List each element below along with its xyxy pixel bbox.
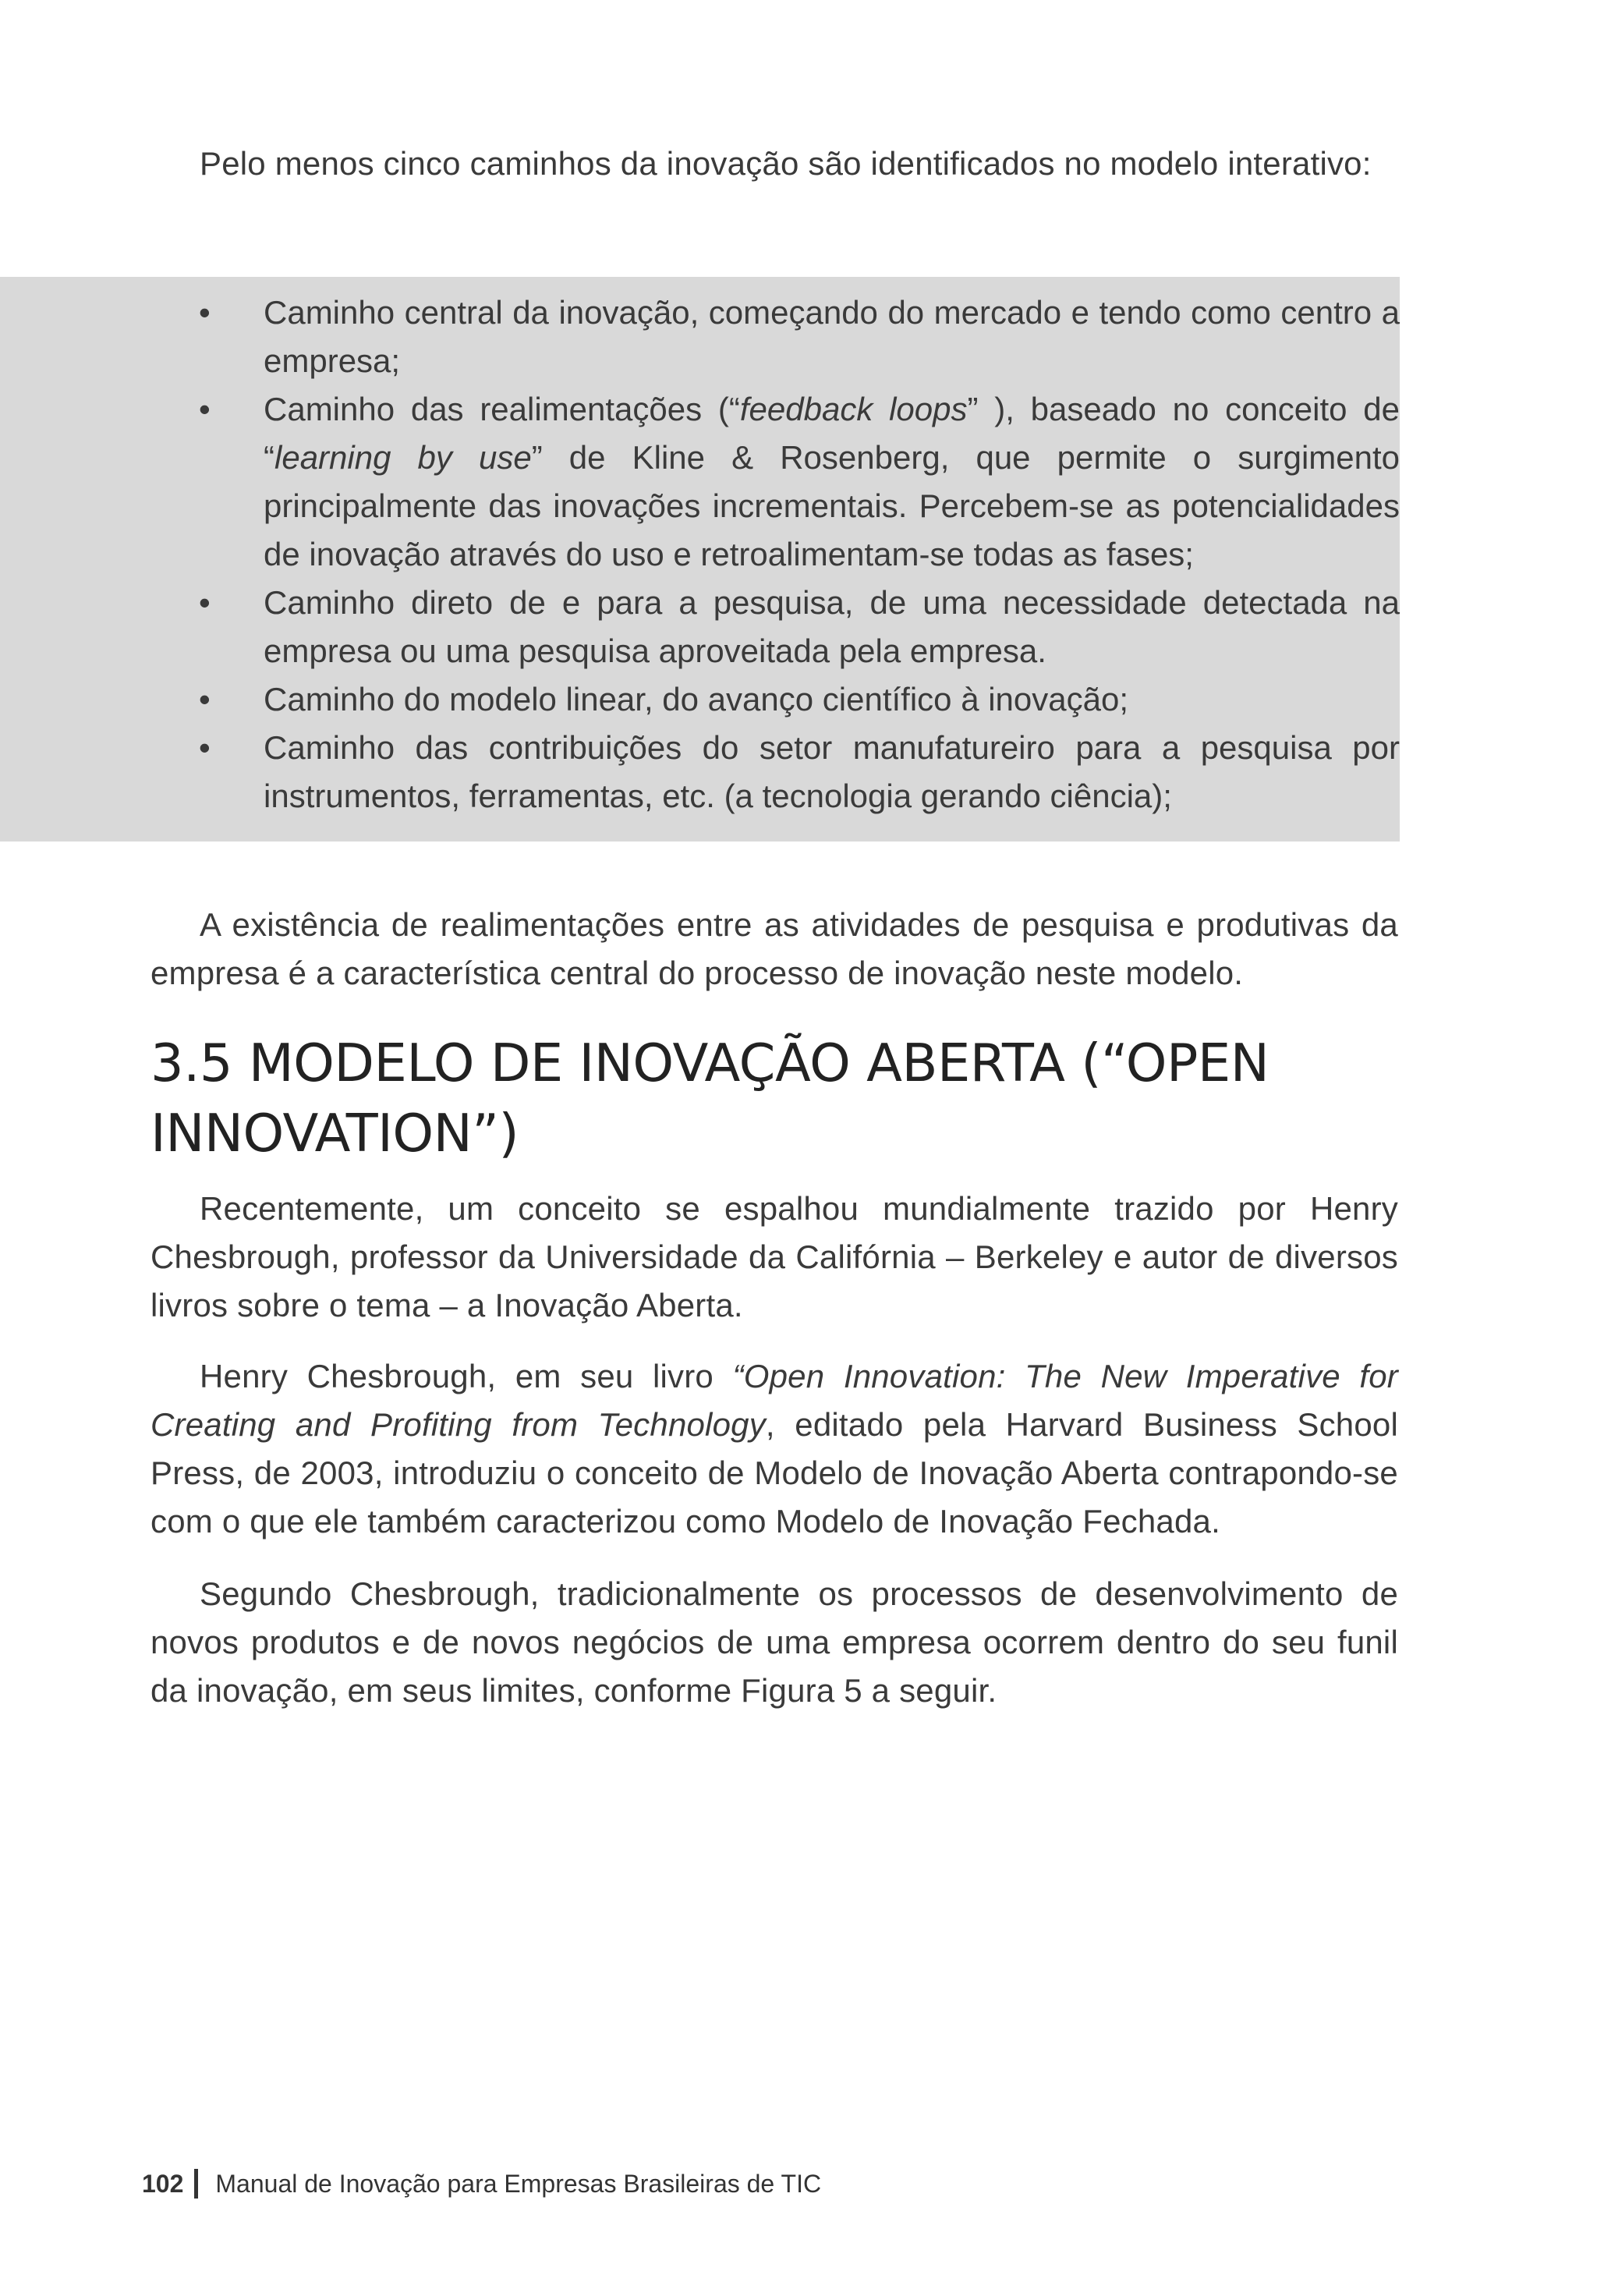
bullet-icon: • bbox=[199, 681, 211, 718]
body-paragraph bbox=[150, 1352, 1398, 1546]
body-paragraph: A existência de realimentações entre as atividades de pesquisa e produtivas da empresa é a característica central do processo de inovação neste modelo. bbox=[150, 906, 1398, 991]
intro-paragraph: Pelo menos cinco caminhos da inovação são identificados no modelo interativo: bbox=[200, 145, 1372, 182]
body-paragraph: Segundo Chesbrough, tradicionalmente os processos de desenvolvimento de novos produtos e de novos negócios de uma empresa ocorrem dentro do seu funil da inovação, em seus limites, conforme Figura 5 a seguir. bbox=[150, 1575, 1398, 1709]
list-item-text: Caminho do modelo linear, do avanço científico à inovação; bbox=[264, 681, 1129, 718]
list-item bbox=[199, 289, 1400, 385]
list-item bbox=[199, 675, 1400, 724]
body-paragraph: Recentemente, um conceito se espalhou mundialmente trazido por Henry Chesbrough, professor da Universidade da Califórnia – Berkeley e autor de diversos livros sobre o tema – a Inovação Aberta. bbox=[150, 1190, 1398, 1323]
page-number: 102 bbox=[142, 2170, 184, 2198]
innovation-paths-list bbox=[199, 289, 1400, 820]
page-footer bbox=[142, 2168, 821, 2199]
list-item bbox=[199, 724, 1400, 820]
paragraph-text: , editado pela Harvard Business School Press, de 2003, introduziu o conceito de Modelo de Inovação Aberta contrapondo-se com o que ele também caracterizou como Modelo de Inovação Fechada. bbox=[150, 1406, 1398, 1540]
italic-term: learning by use bbox=[274, 439, 532, 476]
list-item-text: Caminho das contribuições do setor manufatureiro para a pesquisa por instrumentos, ferramentas, etc. (a tecnologia gerando ciência); bbox=[264, 729, 1400, 814]
list-item-text: Caminho central da inovação, começando do mercado e tendo como centro a empresa; bbox=[264, 294, 1400, 379]
list-item-text: Caminho das realimentações (“ bbox=[264, 391, 740, 427]
section-title: MODELO DE INOVAÇÃO ABERTA (“OPEN INNOVATION”) bbox=[150, 1033, 1269, 1164]
list-item bbox=[199, 385, 1400, 579]
bullet-icon: • bbox=[199, 294, 211, 331]
section-heading bbox=[150, 1028, 1398, 1168]
list-item-text: ” ), baseado no conceito de “ bbox=[264, 391, 1400, 476]
footer-divider bbox=[194, 2169, 198, 2199]
bullet-icon: • bbox=[199, 729, 211, 766]
book-title: “Open Innovation: The New Imperative for Creating and Profiting from Technology bbox=[150, 1358, 1398, 1443]
italic-term: feedback loops bbox=[739, 391, 968, 427]
bullet-icon: • bbox=[199, 391, 211, 427]
footer-book-title: Manual de Inovação para Empresas Brasileiras de TIC bbox=[215, 2170, 822, 2198]
list-item-text: Caminho direto de e para a pesquisa, de uma necessidade detectada na empresa ou uma pesquisa aproveitada pela empresa. bbox=[264, 584, 1400, 669]
section-number: 3.5 bbox=[150, 1033, 233, 1093]
list-item bbox=[199, 579, 1400, 675]
list-item-text: ” de Kline & Rosenberg, que permite o surgimento principalmente das inovações incrementais. Percebem-se as potencialidades de inovação através do uso e retroalimentam-se todas as fases; bbox=[264, 439, 1400, 572]
bullet-icon: • bbox=[199, 584, 211, 621]
paragraph-text: Henry Chesbrough, em seu livro bbox=[200, 1358, 733, 1394]
